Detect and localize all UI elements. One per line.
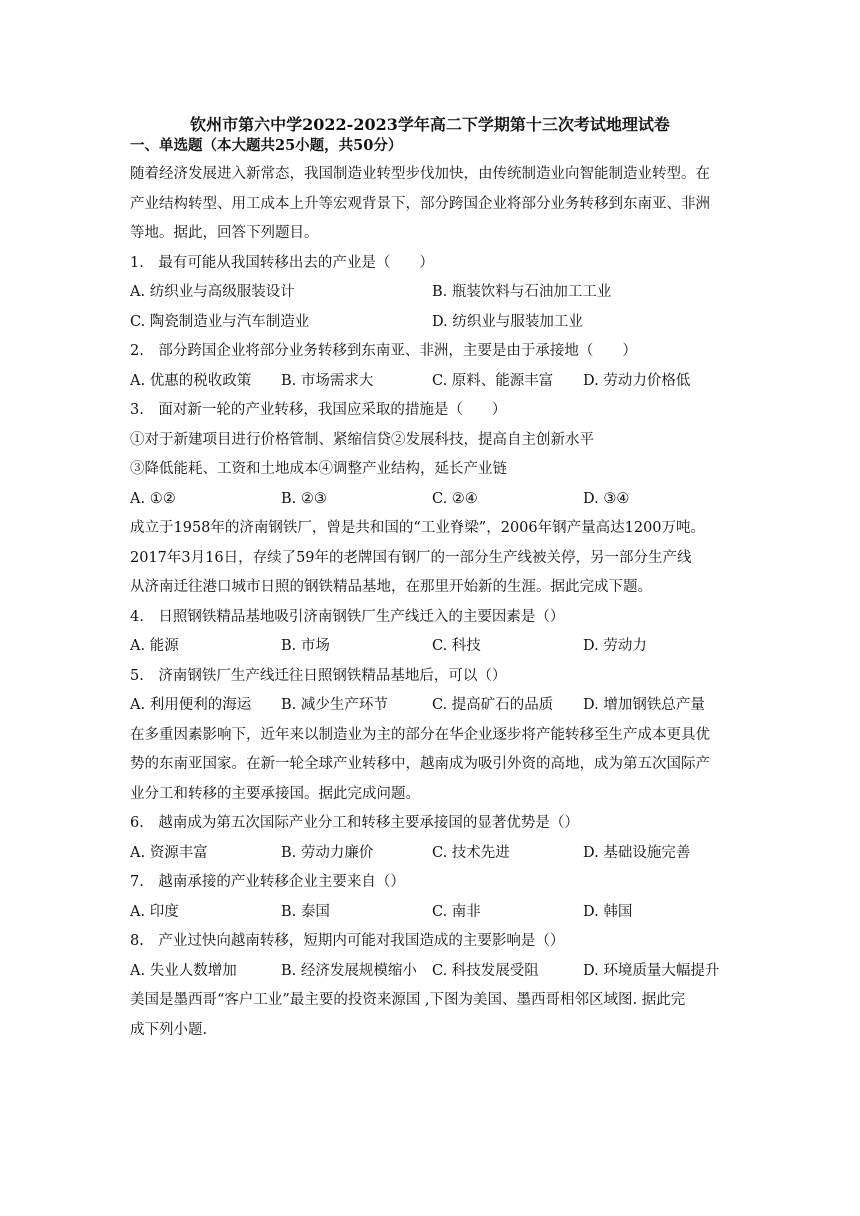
passage [130, 514, 735, 603]
answer-option: B. 减少生产环节 [281, 697, 388, 713]
passage-line: 2017年3月16日，存续了59年的老牌国有钢厂的一部分生产线被关停，另一部分生产线 [130, 549, 692, 566]
question-stem: 2. 部分跨国企业将部分业务转移到东南亚、非洲，主要是由于承接地（ ） [130, 343, 637, 359]
answer-option: D. 纺织业与服装加工业 [432, 313, 583, 330]
answer-options [130, 691, 735, 721]
question-stem: 8. 产业过快向越南转移，短期内可能对我国造成的主要影响是（） [130, 933, 565, 949]
answer-option: A. ①② [130, 490, 176, 507]
passage-line: 从济南迁往港口城市日照的钢铁精品基地，在那里开始新的生涯。据此完成下题。 [130, 579, 652, 595]
answer-options [130, 278, 735, 308]
answer-options [130, 957, 735, 987]
question-stem: ③降低能耗、工资和土地成本④调整产业结构，延长产业链 [130, 461, 507, 477]
exam-content [130, 160, 735, 1045]
answer-option: D. 韩国 [583, 903, 633, 920]
question-stem: 1. 最有可能从我国转移出去的产业是（ ） [130, 254, 434, 271]
answer-option: B. 劳动力廉价 [281, 844, 374, 861]
answer-option: D. 增加钢铁总产量 [583, 697, 705, 713]
passage [130, 160, 735, 249]
answer-options [130, 485, 735, 515]
passage-line: 产业结构转型、用工成本上升等宏观背景下，部分跨国企业将部分业务转移到东南亚、非洲 [130, 195, 710, 212]
question-stem: ①对于新建项目进行价格管制、紧缩信贷②发展科技，提高自主创新水平 [130, 431, 594, 448]
passage [130, 986, 735, 1045]
answer-options [130, 308, 735, 338]
answer-option: D. 劳动力价格低 [583, 372, 691, 389]
answer-option: C. 技术先进 [432, 844, 510, 861]
question-stem: 5. 济南钢铁厂生产线迁往日照钢铁精品基地后，可以（） [130, 667, 507, 684]
question-stem: 3. 面对新一轮的产业转移，我国应采取的措施是（ ） [130, 402, 507, 418]
section-heading: 一、单选题（本大题共25小题，共50分） [130, 137, 403, 154]
answer-option: B. ②③ [281, 490, 327, 507]
answer-option: A. 优惠的税收政策 [130, 372, 252, 389]
question-stem: 6. 越南成为第五次国际产业分工和转移主要承接国的显著优势是（） [130, 815, 579, 831]
passage-line: 成立于1958年的济南钢铁厂，曾是共和国的“工业脊梁”，2006年钢产量高达1200万吨。 [130, 520, 706, 536]
answer-options [130, 367, 735, 397]
answer-option: B. 市场需求大 [281, 372, 374, 389]
answer-option: C. 陶瓷制造业与汽车制造业 [130, 313, 310, 330]
answer-option: C. 原料、能源丰富 [432, 372, 554, 389]
question-stem: 7. 越南承接的产业转移企业主要来自（） [130, 874, 405, 890]
answer-option: A. 利用便利的海运 [130, 697, 252, 713]
answer-option: A. 纺织业与高级服装设计 [130, 284, 295, 300]
passage-line: 成下列小题. [130, 1021, 208, 1038]
answer-option: B. 市场 [281, 638, 330, 654]
answer-option: B. 泰国 [281, 903, 330, 920]
answer-options [130, 632, 735, 662]
passage-line: 业分工和转移的主要承接国。据此完成问题。 [130, 785, 420, 802]
passage [130, 721, 735, 810]
answer-option: A. 资源丰富 [130, 844, 208, 861]
answer-option: D. 劳动力 [583, 638, 647, 654]
answer-option: B. 瓶装饮料与石油加工工业 [432, 284, 612, 300]
passage-line: 随着经济发展进入新常态，我国制造业转型步伐加快，由传统制造业向智能制造业转型。在 [130, 166, 710, 182]
question-stem: 4. 日照钢铁精品基地吸引济南钢铁厂生产线迁入的主要因素是（） [130, 608, 565, 625]
answer-option: C. 提高矿石的品质 [432, 697, 554, 713]
answer-option: A. 能源 [130, 638, 179, 654]
answer-options [130, 839, 735, 869]
passage-line: 势的东南亚国家。在新一轮全球产业转移中，越南成为吸引外资的高地，成为第五次国际产 [130, 756, 710, 772]
passage-line: 美国是墨西哥“客户工业”最主要的投资来源国 ,下图为美国、墨西哥相邻区域图. 据此完 [130, 992, 686, 1008]
passage-line: 等地。据此，回答下列题目。 [130, 225, 319, 241]
answer-option: A. 印度 [130, 903, 179, 920]
answer-option: B. 经济发展规模缩小 [281, 962, 417, 979]
answer-option: D. 基础设施完善 [583, 844, 691, 861]
answer-options [130, 898, 735, 928]
answer-option: C. 南非 [432, 903, 481, 920]
answer-option: A. 失业人数增加 [130, 962, 237, 979]
answer-option: D. ③④ [583, 490, 630, 507]
answer-option: C. 科技发展受阻 [432, 962, 539, 979]
page-title: 钦州市第六中学2022-2023学年高二下学期第十三次考试地理试卷 [190, 115, 670, 134]
passage-line: 在多重因素影响下，近年来以制造业为主的部分在华企业逐步将产能转移至生产成本更具优 [130, 726, 710, 743]
answer-option: D. 环境质量大幅提升 [583, 962, 720, 979]
answer-option: C. ②④ [432, 490, 478, 507]
answer-option: C. 科技 [432, 638, 481, 654]
